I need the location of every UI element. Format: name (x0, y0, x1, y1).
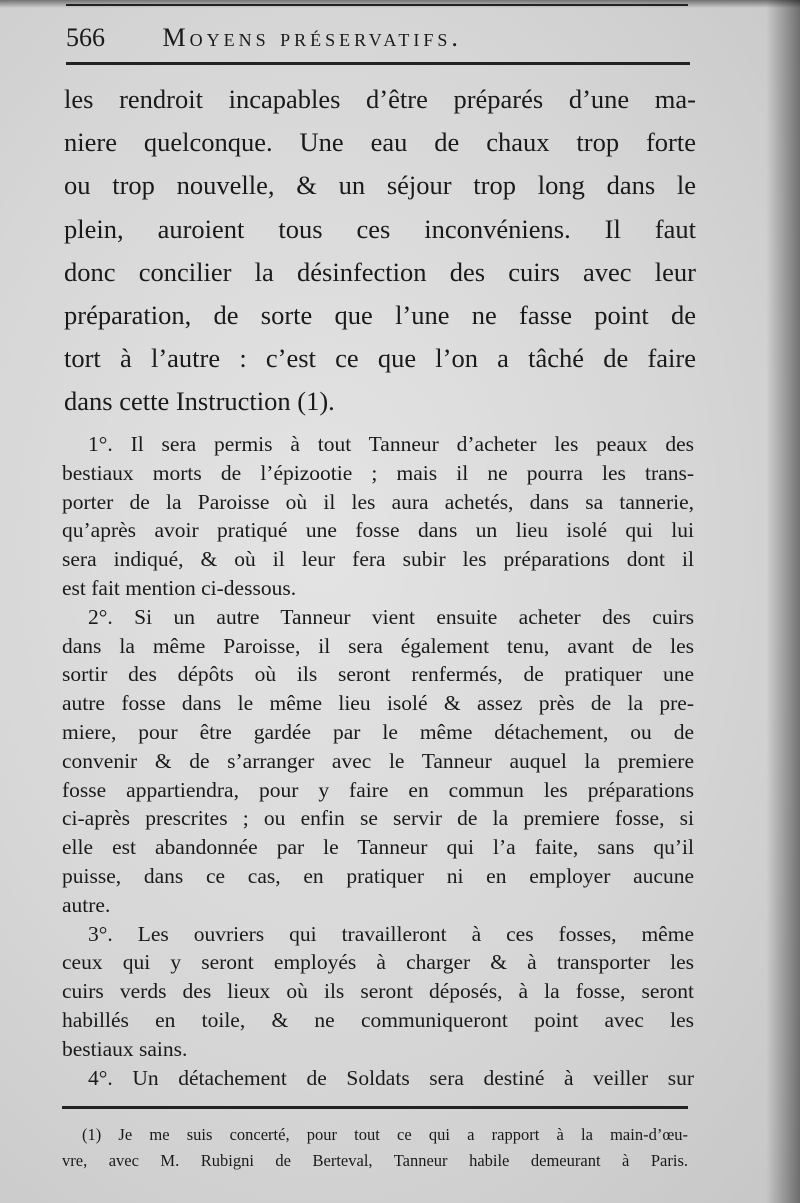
article-2-line: autre fosse dans le même lieu isolé & assez près de la pre- (62, 691, 694, 716)
article-3-line: 3°. Les ouvriers qui travailleront à ces fosses, même (88, 921, 694, 946)
footnote-line: vre, avec M. Rubigni de Berteval, Tanneur habile demeurant à Paris. (62, 1151, 688, 1170)
footnote-line: (1) Je me suis concerté, pour tout ce qui a rapport à la main-d’œu- (82, 1125, 688, 1144)
article-2-line: puisse, dans ce cas, en pratiquer ni en employer aucune (62, 863, 694, 888)
article-4-line: 4°. Un détachement de Soldats sera destiné à veiller sur (88, 1065, 694, 1090)
text-line: ou trop nouvelle, & un séjour trop long dans le (64, 170, 696, 201)
article-2-line: elle est abandonnée par le Tanneur qui l’a faite, sans qu’il (62, 835, 694, 860)
main-paragraph (64, 78, 696, 424)
page-number: 566 (66, 23, 105, 52)
article-1-line: porter de la Paroisse où il les aura achetés, dans sa tannerie, (62, 489, 694, 514)
article-1-line: bestiaux morts de l’épizootie ; mais il ne pourra les trans- (62, 460, 694, 485)
page-header (66, 20, 686, 56)
article-2-line: autre. (62, 892, 111, 917)
article-2-line: dans la même Paroisse, il sera également tenu, avant de les (62, 633, 694, 658)
text-line: les rendroit incapables d’être préparés d’une ma- (64, 84, 696, 114)
article-2-line: miere, pour être gardée par le même détachement, ou de (62, 719, 694, 744)
text-line: tort à l’autre : c’est ce que l’on a tâché de faire (64, 343, 696, 374)
text-line: préparation, de sorte que l’une ne fasse point de (64, 299, 696, 330)
article-3-line: ceux qui y seront employés à charger & à transporter les (62, 950, 694, 975)
text-line: donc concilier la désinfection des cuirs avec leur (64, 256, 696, 287)
top-edge-rule (66, 4, 688, 6)
article-2-line: fosse appartiendra, pour y faire en commun les préparations (62, 777, 694, 802)
text-line: dans cette Instruction (1). (64, 386, 335, 417)
article-3-line: cuirs verds des lieux où ils seront déposés, à la fosse, seront (62, 979, 694, 1004)
article-1-line: est fait mention ci-dessous. (62, 575, 297, 600)
text-line: plein, auroient tous ces inconvéniens. Il faut (64, 213, 696, 244)
article-2-line: 2°. Si un autre Tanneur vient ensuite acheter des cuirs (88, 604, 694, 629)
article-3-line: habillés en toile, & ne communiqueront point avec les (62, 1007, 694, 1032)
footnote-rule (62, 1106, 688, 1109)
article-1-line: qu’après avoir pratiqué une fosse dans un lieu isolé qui lui (62, 518, 694, 543)
article-3-line: bestiaux sains. (62, 1036, 188, 1061)
numbered-articles (62, 430, 694, 1092)
article-1-line: 1°. Il sera permis à tout Tanneur d’acheter les peaux des (88, 432, 694, 456)
article-2-line: sortir des dépôts où ils seront renfermés, de pratiquer une (62, 662, 694, 687)
header-rule (66, 62, 690, 65)
footnote (62, 1122, 688, 1174)
article-2-line: ci-après prescrites ; ou enfin se servir de la premiere fosse, si (62, 806, 694, 831)
page-right-shadow (766, 0, 800, 1203)
article-2-line: convenir & de s’arranger avec le Tanneur auquel la premiere (62, 748, 694, 773)
article-1-line: sera indiqué, & où il leur fera subir les préparations dont il (62, 547, 694, 572)
text-line: niere quelconque. Une eau de chaux trop forte (64, 127, 696, 158)
running-head: Moyens préservatifs. (162, 23, 462, 52)
